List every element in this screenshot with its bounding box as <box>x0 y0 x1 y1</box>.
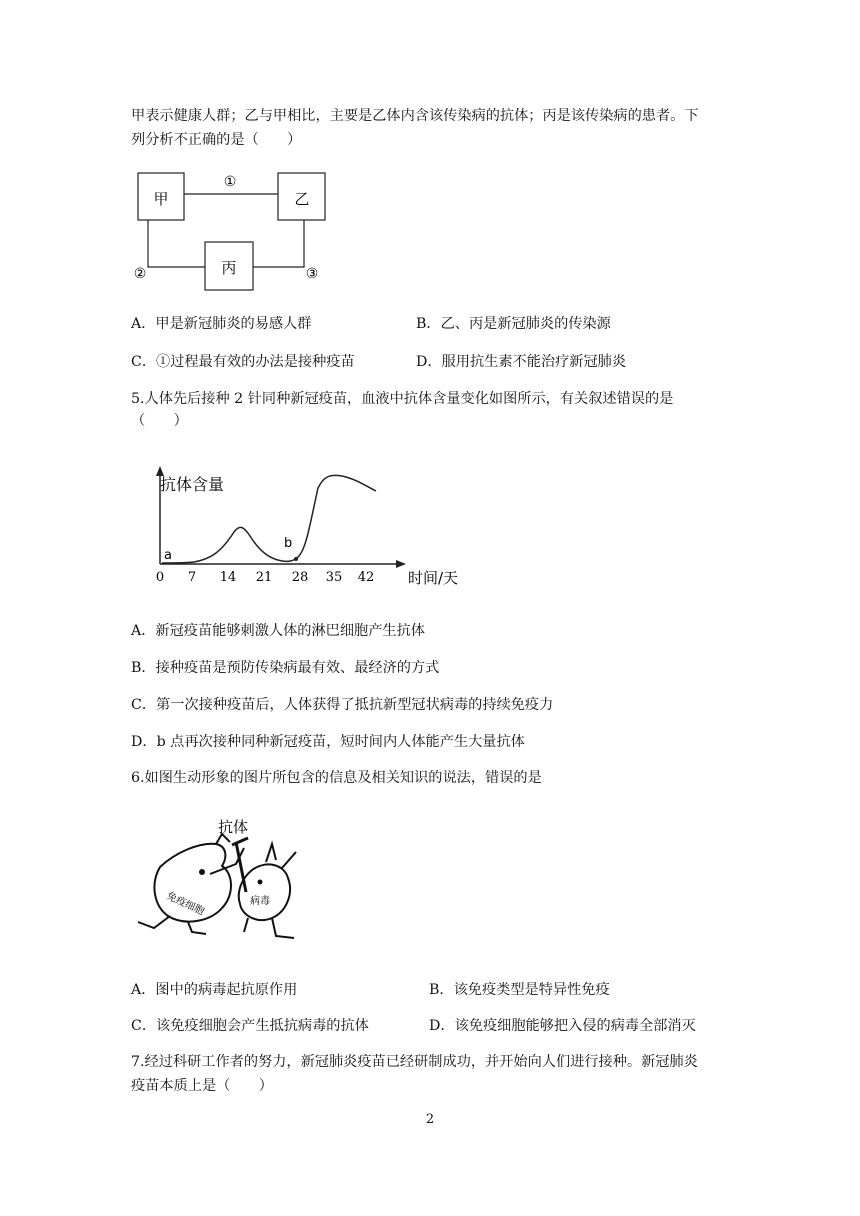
q4-option-d: D．服用抗生素不能治疗新冠肺炎 <box>416 354 627 370</box>
q5-stem-line2: （ ） <box>131 413 188 429</box>
q5-antibody-chart <box>146 464 466 590</box>
x-tick-28: 28 <box>291 570 309 585</box>
q4-stem-line2: 列分析不正确的是（ ） <box>131 132 302 148</box>
q6-stem: 6.如图生动形象的图片所包含的信息及相关知识的说法，错误的是 <box>131 770 542 786</box>
arrow-label-2: ② <box>133 266 147 282</box>
q4-option-b: B．乙、丙是新冠肺炎的传染源 <box>416 316 611 332</box>
q4-stem-line1: 甲表示健康人群；乙与甲相比，主要是乙体内含该传染病的抗体；丙是该传染病的患者。下 <box>131 108 699 124</box>
cell-eye-icon <box>199 869 205 875</box>
antibody-label: 抗体 <box>218 818 249 836</box>
q5-option-c: C．第一次接种疫苗后，人体获得了抵抗新型冠状病毒的持续免疫力 <box>131 697 554 713</box>
x-tick-7: 7 <box>187 570 197 585</box>
virus-body <box>239 864 290 920</box>
immune-cell-label: 免疫细胞 <box>164 890 206 918</box>
q6-option-d: D．该免疫细胞能够把入侵的病毒全部消灭 <box>429 1018 696 1034</box>
q5-option-b: B．接种疫苗是预防传染病最有效、最经济的方式 <box>131 660 440 676</box>
point-b-marker <box>294 557 298 561</box>
x-tick-0: 0 <box>155 570 165 585</box>
x-tick-14: 14 <box>219 570 237 585</box>
q4-option-a: A．甲是新冠肺炎的易感人群 <box>131 316 312 332</box>
q5-stem-line1: 5.人体先后接种 2 针同种新冠疫苗，血液中抗体含量变化如图所示，有关叙述错误的是 <box>131 391 674 407</box>
x-tick-35: 35 <box>325 570 343 585</box>
x-tick-42: 42 <box>357 570 375 585</box>
box-yi-label: 乙 <box>294 190 310 208</box>
virus-eye-icon <box>258 880 263 885</box>
q4-option-c: C．①过程最有效的办法是接种疫苗 <box>131 354 355 370</box>
page-number: 2 <box>425 1112 435 1127</box>
q7-stem-line1: 7.经过科研工作者的努力，新冠肺炎疫苗已经研制成功，并开始向人们进行接种。新冠肺炎 <box>131 1054 698 1070</box>
box-jia-label: 甲 <box>153 190 169 208</box>
q4-relation-diagram <box>128 166 348 296</box>
q7-stem-line2: 疫苗本质上是（ ） <box>131 1078 273 1094</box>
q6-immune-cartoon <box>126 812 306 942</box>
arrow-label-3: ③ <box>305 266 319 282</box>
chart-point-b-label: b <box>284 536 293 551</box>
virus-label: 病毒 <box>250 896 270 907</box>
q6-option-b: B．该免疫类型是特异性免疫 <box>429 982 610 998</box>
x-tick-21: 21 <box>255 570 273 585</box>
q5-option-a: A．新冠疫苗能够刺激人体的淋巴细胞产生抗体 <box>131 623 425 639</box>
q6-option-c: C．该免疫细胞会产生抵抗病毒的抗体 <box>131 1018 369 1034</box>
chart-point-a-label: a <box>164 548 172 563</box>
q6-option-a: A．图中的病毒起抗原作用 <box>131 982 298 998</box>
q5-option-d: D．b 点再次接种同种新冠疫苗，短时间内人体能产生大量抗体 <box>131 734 525 750</box>
arrow-label-1: ① <box>223 174 237 190</box>
chart-ylabel: 抗体含量 <box>160 475 225 494</box>
box-bing-label: 丙 <box>221 259 237 277</box>
chart-xlabel: 时间/天 <box>408 569 459 587</box>
